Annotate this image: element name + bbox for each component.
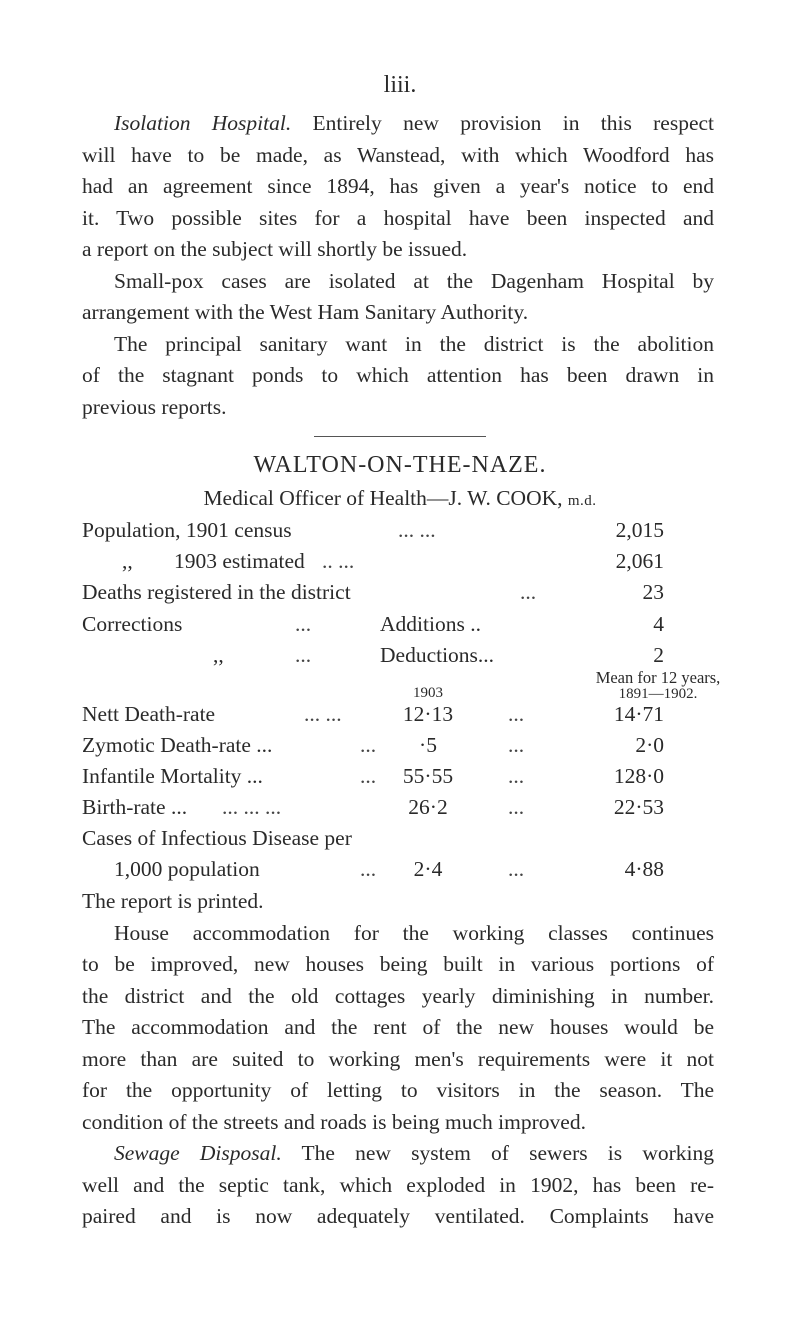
column-header-1903: 1903 [413,685,443,701]
text-line: more than are suited to working men's requirements were it not [82,1046,714,1071]
leader-dots: ... [508,857,525,881]
leader-dots: ... [360,764,377,788]
deaths-registered-label: Deaths registered in the district [82,580,351,604]
leader-dots: ... ... [398,518,436,542]
text-line: The report is printed. [82,889,264,913]
text-line: The principal sanitary want in the district is the abolition [114,331,714,356]
deaths-registered-value: 23 [642,580,664,604]
ditto-mark: ,, [213,643,224,667]
text-line: Isolation Hospital. Entirely new provision in this respect [114,111,715,135]
rate-row-label: Zymotic Death-rate ... [82,733,273,757]
infectious-disease-label: Cases of Infectious Disease per [82,826,352,850]
housing-section [82,886,714,1233]
leader-dots: ... ... ... [222,795,282,819]
leader-dots: ... [295,612,312,636]
rate-1903-value: 26·2 [408,795,448,819]
population-census-value: 2,015 [615,518,664,542]
additions-value: 4 [653,612,664,636]
leader-dots: ... [520,580,537,604]
medical-officer-line: Medical Officer of Health—J. W. COOK, m.d. [203,486,597,510]
text-line: Small-pox cases are isolated at the Dagenham Hospital by [114,268,714,293]
text-line: for the opportunity of letting to visitors in the season. The [82,1078,714,1102]
deductions-value: 2 [653,643,664,667]
rate-1903-value: 55·55 [402,764,454,788]
rate-mean-value: 128·0 [613,764,664,788]
text-line: House accommodation for the working classes continues [114,920,714,945]
rate-row-label: Infantile Mortality ... [82,764,263,788]
rate-1903-value: ·5 [419,733,437,757]
leader-dots: ... [295,643,312,667]
text-line: it. Two possible sites for a hospital have been inspected and [82,205,714,230]
ditto-mark: ,, [122,549,133,573]
population-census-label: Population, 1901 census [82,518,292,542]
district-title: WALTON-ON-THE-NAZE. [253,452,547,478]
text-line: to be improved, new houses being built in various portions of [82,952,714,976]
isolation-hospital-section [82,108,714,423]
corrections-label: Corrections [82,612,183,636]
infectious-1903-value: 2·4 [413,857,443,881]
population-estimated-label: 1903 estimated [174,549,305,573]
section-divider [314,436,486,437]
text-line: of the stagnant ponds to which attention has been drawn in [82,363,714,387]
leader-dots: ... [508,764,525,788]
leader-dots: ... [508,702,525,726]
text-line: arrangement with the West Ham Sanitary Authority. [82,300,529,324]
column-header-mean: Mean for 12 years, 1891—1902. [595,668,721,702]
rate-mean-value: 14·71 [613,702,664,726]
rate-mean-value: 2·0 [635,733,664,757]
rate-row-label: Nett Death-rate [82,702,216,726]
text-line: well and the septic tank, which exploded in 1902, has been re- [82,1172,714,1197]
leader-dots: ... [508,795,525,819]
leader-dots: ... [508,733,525,757]
leader-dots: ... [360,857,377,881]
population-estimated-value: 2,061 [615,549,664,573]
text-line: Sewage Disposal. The new system of sewers is working [114,1141,714,1165]
rate-1903-value: 12·13 [402,702,454,726]
text-line: had an agreement since 1894, has given a year's notice to end [82,174,714,198]
deductions-label: Deductions... [380,643,495,667]
text-line: condition of the streets and roads is being much improved. [82,1109,586,1134]
text-line: paired and is now adequately ventilated. Complaints have [82,1204,714,1228]
leader-dots: .. ... [322,549,355,573]
infectious-mean-value: 4·88 [624,857,664,881]
text-line: will have to be made, as Wanstead, with which Woodford has [82,142,714,167]
text-line: a report on the subject will shortly be issued. [82,237,468,261]
section-heading-isolation-hospital: Isolation Hospital. [114,111,292,135]
leader-dots: ... [360,733,377,757]
leader-dots: ... ... [304,702,342,726]
text-line: previous reports. [82,394,227,419]
additions-label: Additions .. [380,612,481,636]
rate-row-label: Birth-rate ... [82,795,188,819]
infectious-disease-label-cont: 1,000 population [114,857,260,881]
rate-mean-value: 22·53 [613,795,664,819]
section-heading-sewage-disposal: Sewage Disposal. [114,1141,282,1165]
text-line: the district and the old cottages yearly diminishing in number. [82,983,714,1008]
text-line: The accommodation and the rent of the new houses would be [82,1015,714,1039]
page-number: liii. [383,72,417,98]
